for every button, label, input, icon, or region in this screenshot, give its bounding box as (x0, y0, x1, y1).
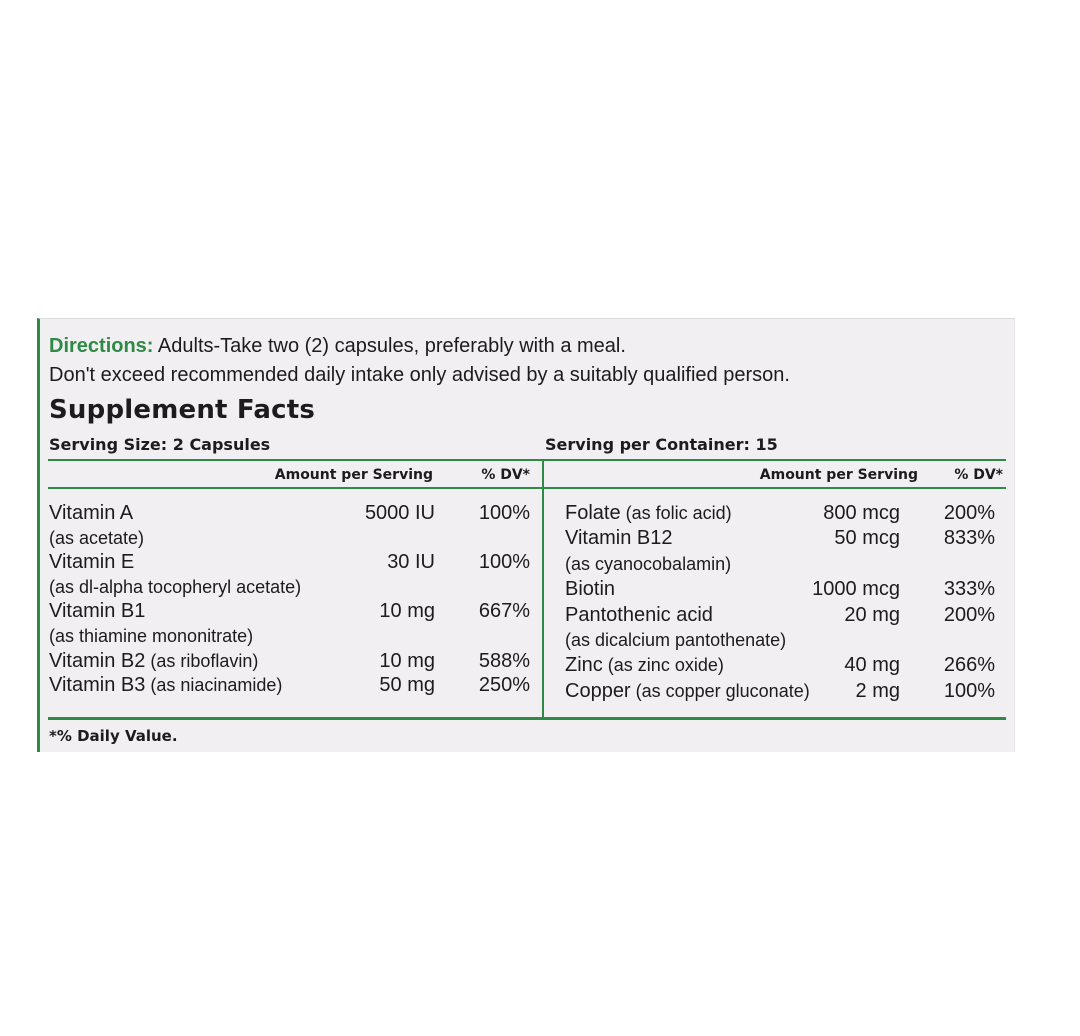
nutrient-amount: 30 IU (387, 551, 435, 574)
supplement-facts-title: Supplement Facts (49, 395, 316, 425)
nutrient-name (49, 650, 258, 673)
nutrient-name (565, 553, 731, 576)
nutrient-name-main: Vitamin E (49, 551, 135, 574)
nutrient-name-main: Biotin (565, 578, 616, 601)
nutrient-name-main: Vitamin B2 (49, 649, 146, 672)
nutrient-daily-value: 100% (943, 679, 995, 702)
directions-line-2: Don't exceed recommended daily intake only advised by a suitably qualified person. (49, 364, 790, 386)
nutrient-daily-value: 333% (943, 578, 995, 601)
nutrient-name-main: Zinc (565, 654, 603, 677)
nutrient-source: (as folic acid) (620, 503, 732, 523)
servings-per-container: Serving per Container: 15 (545, 435, 778, 454)
nutrient-name (565, 629, 786, 652)
nutrient-name-main: Vitamin A (49, 502, 134, 524)
directions-line-1 (49, 335, 626, 358)
rule-top (48, 459, 1006, 461)
rule-header (48, 487, 1006, 489)
nutrient-amount: 10 mg (379, 649, 435, 672)
nutrient-amount: 800 mcg (823, 502, 900, 524)
nutrient-name-main: (as dl-alpha tocopheryl acetate) (49, 576, 302, 597)
rule-bottom (48, 717, 1006, 720)
nutrient-amount: 2 mg (855, 679, 900, 702)
nutrient-daily-value: 588% (478, 649, 530, 672)
nutrient-daily-value: 667% (478, 600, 530, 623)
nutrient-source: (as riboflavin) (145, 650, 259, 671)
nutrient-amount: 5000 IU (364, 502, 435, 524)
nutrient-amount: 40 mg (844, 654, 900, 677)
nutrient-daily-value: 250% (478, 674, 530, 697)
nutrient-name-main: Pantothenic acid (565, 603, 713, 626)
nutrient-name (49, 674, 282, 697)
nutrient-name (49, 625, 253, 648)
nutrient-amount: 20 mg (844, 603, 900, 626)
nutrient-source: (as niacinamide) (145, 675, 283, 696)
directions-text-1: Adults-Take two (2) capsules, preferably with a meal. (157, 335, 626, 357)
nutrient-name-main: (as dicalcium pantothenate) (565, 630, 787, 650)
right-amount-header: Amount per Serving (759, 467, 918, 483)
nutrient-name-main: (as cyanocobalamin) (565, 553, 732, 574)
nutrient-amount: 1000 mcg (812, 578, 900, 601)
nutrient-amount: 10 mg (379, 600, 435, 623)
nutrient-amount: 50 mcg (834, 527, 900, 550)
column-divider (542, 459, 544, 717)
nutrient-name-main: (as thiamine mononitrate) (49, 626, 254, 646)
supplement-label (37, 318, 1015, 752)
nutrient-daily-value: 100% (478, 551, 530, 574)
right-dv-header: % DV* (954, 467, 1003, 483)
nutrient-name (565, 654, 724, 677)
nutrient-amount: 50 mg (379, 674, 435, 697)
nutrient-name (565, 578, 615, 601)
nutrient-name (49, 527, 144, 550)
nutrient-name (565, 604, 713, 627)
directions-heading: Directions: (49, 335, 154, 357)
nutrient-daily-value: 200% (943, 603, 995, 626)
nutrient-name (565, 527, 672, 550)
nutrient-source: (as zinc oxide) (602, 655, 724, 676)
nutrient-name (49, 502, 133, 525)
left-amount-header: Amount per Serving (274, 467, 433, 483)
nutrient-name-main: Folate (565, 502, 621, 524)
nutrient-name-main: Vitamin B12 (565, 527, 673, 550)
nutrient-name (49, 551, 134, 574)
nutrient-source: (as copper gluconate) (630, 680, 810, 701)
nutrient-daily-value: 200% (943, 502, 995, 524)
nutrient-name (49, 576, 301, 599)
nutrient-name-main: (as acetate) (49, 527, 145, 548)
nutrient-name-main: Vitamin B3 (49, 674, 146, 697)
nutrient-name (49, 600, 145, 623)
serving-size: Serving Size: 2 Capsules (49, 435, 271, 454)
daily-value-footnote: *% Daily Value. (49, 727, 178, 745)
nutrient-daily-value: 100% (478, 502, 530, 524)
nutrient-daily-value: 266% (943, 654, 995, 677)
nutrient-daily-value: 833% (943, 527, 995, 550)
left-dv-header: % DV* (481, 467, 530, 483)
nutrient-name-main: Copper (565, 679, 631, 702)
nutrient-name (565, 502, 732, 525)
nutrient-name-main: Vitamin B1 (49, 600, 146, 623)
